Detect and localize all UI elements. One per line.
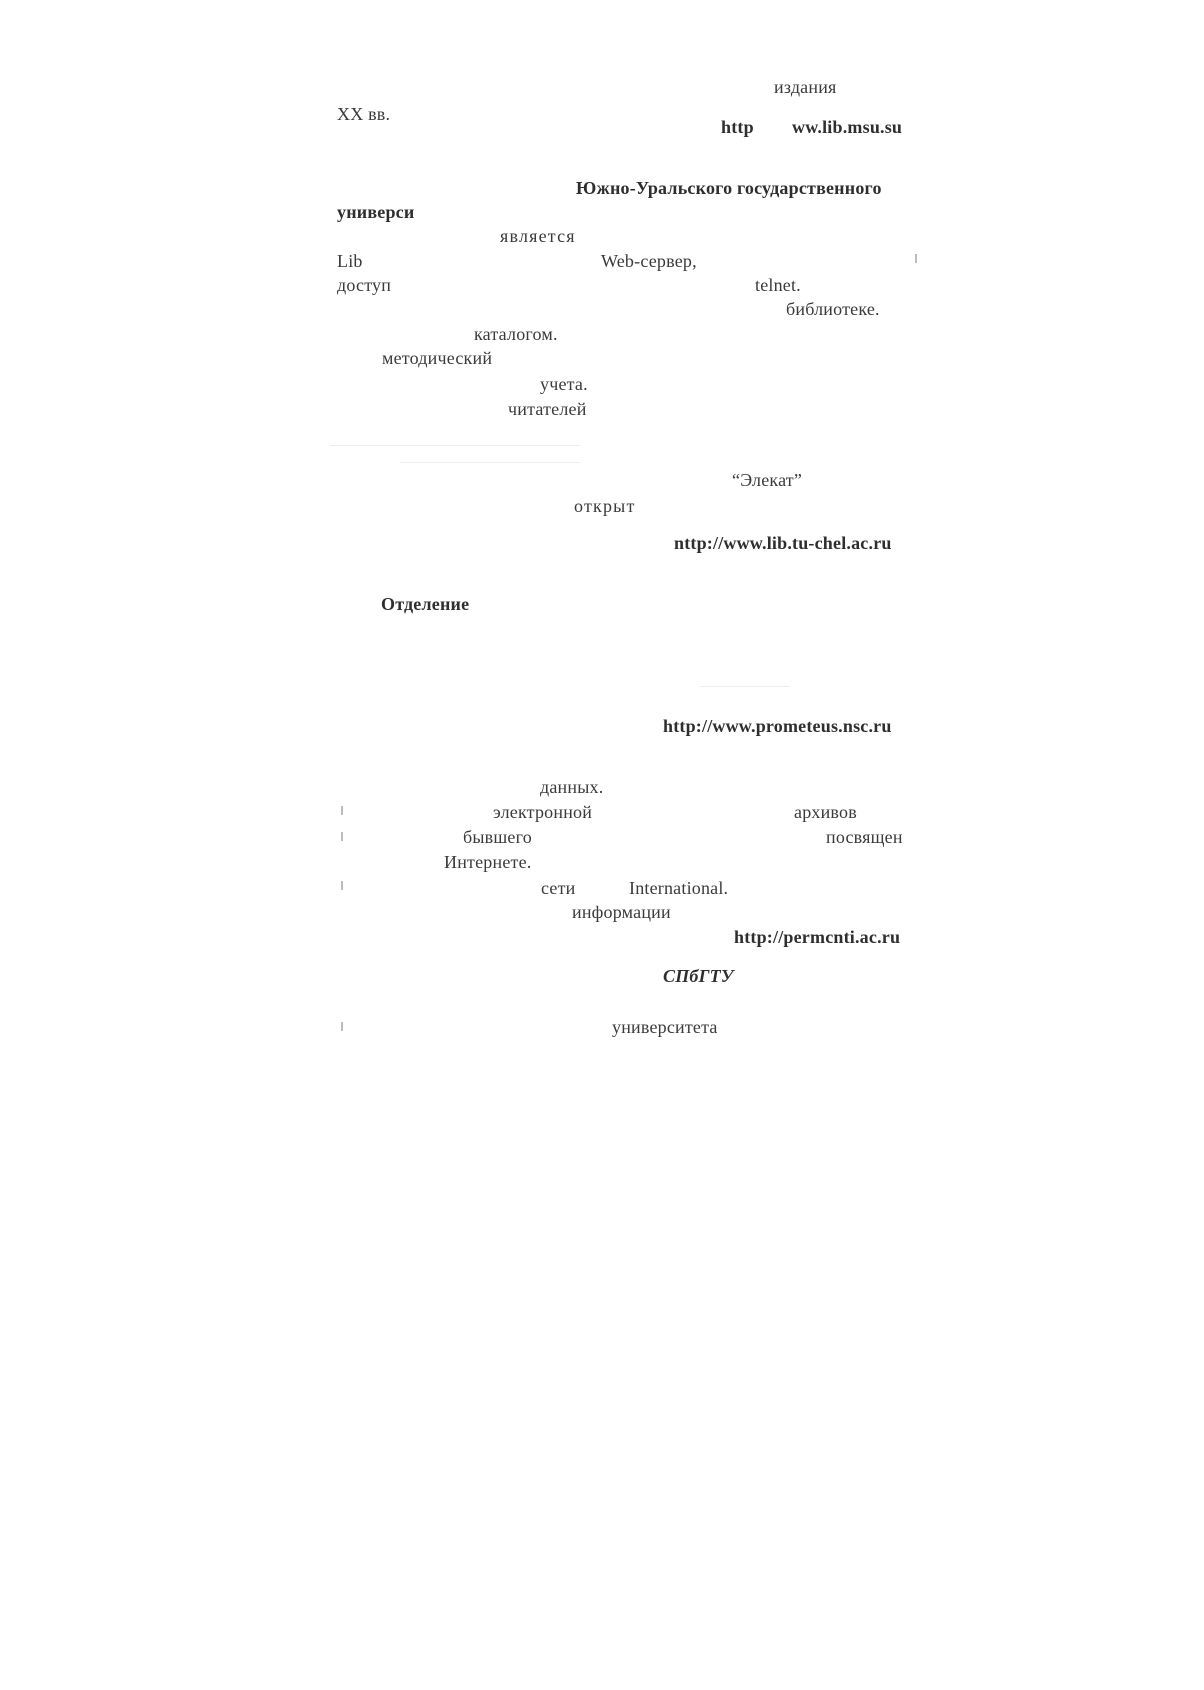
scan-speck: [341, 1022, 343, 1031]
word-posvyashchen: посвящен: [826, 827, 903, 847]
word-universiteta: университета: [612, 1017, 718, 1037]
link-permcnti: http://permcnti.ac.ru: [734, 927, 901, 947]
word-byvshego: бывшего: [463, 827, 532, 847]
word-elektronnoy: электронной: [493, 802, 593, 822]
scan-speck: [341, 806, 343, 815]
word-izdaniya: издания: [774, 77, 837, 97]
word-yavlyaetsya: является: [500, 226, 576, 246]
scan-artifact: [400, 462, 580, 463]
heading-otdelenie: Отделение: [381, 594, 470, 614]
word-telnet: telnet.: [755, 275, 801, 295]
heading-yuzhno-uralskogo: Южно-Уральского государственного: [576, 178, 882, 198]
word-dostup: доступ: [337, 275, 392, 295]
word-informatsii: информации: [572, 902, 671, 922]
link-lib-tu-chel: nttp://www.lib.tu-chel.ac.ru: [674, 533, 892, 553]
word-seti: сети: [541, 878, 576, 898]
link-http: http: [721, 117, 754, 137]
word-universi: универси: [337, 202, 415, 222]
heading-spbgtu: СПбГТУ: [663, 966, 734, 986]
word-metodicheskiy: методический: [382, 348, 493, 368]
link-lib-msu: ww.lib.msu.su: [792, 117, 903, 137]
word-elekat: “Элекат”: [732, 470, 803, 490]
word-web-server: Web-сервер,: [601, 251, 697, 271]
word-internete: Интернете.: [444, 852, 532, 872]
word-chitateley: читателей: [508, 399, 587, 419]
word-biblioteke: библиотеке.: [786, 299, 880, 319]
scan-artifact: [700, 686, 790, 687]
word-xx-vv: XX вв.: [337, 104, 391, 124]
word-dannykh: данных.: [540, 777, 604, 797]
word-katalogom: каталогом.: [474, 324, 558, 344]
scan-artifact: [330, 445, 580, 446]
word-arkhivov: архивов: [794, 802, 857, 822]
word-otkryt: открыт: [574, 496, 636, 516]
word-ucheta: учета.: [540, 374, 588, 394]
word-lib: Lib: [337, 251, 363, 271]
scan-speck: [915, 254, 917, 263]
word-international: International.: [629, 878, 729, 898]
scan-speck: [341, 832, 343, 841]
link-prometeus: http://www.prometeus.nsc.ru: [663, 716, 892, 736]
scan-speck: [341, 881, 343, 890]
